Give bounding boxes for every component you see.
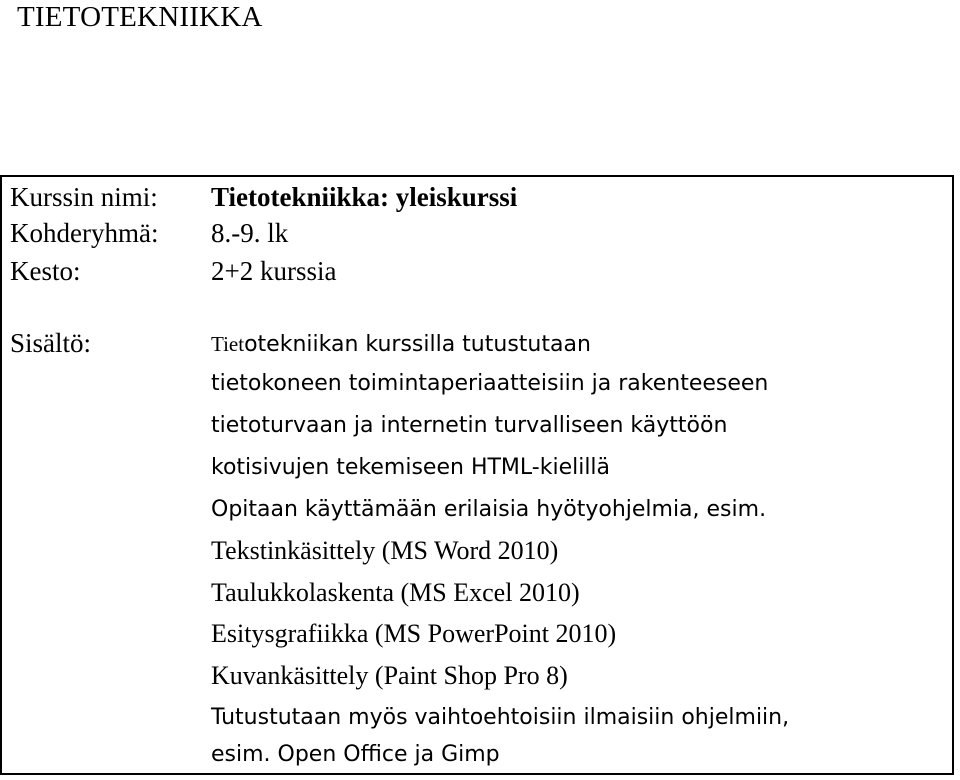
content-line-11: esim. Open Office ja Gimp: [211, 742, 500, 767]
audience-label: Kohderyhmä:: [10, 218, 159, 248]
course-name-label: Kurssin nimi:: [10, 182, 158, 212]
content-line-6: Tekstinkäsittely (MS Word 2010): [211, 536, 559, 565]
course-name-value: Tietotekniikka: yleiskurssi: [211, 182, 518, 212]
content-line-1-prefix: Tiet: [211, 332, 245, 356]
audience-value: 8.-9. lk: [211, 218, 289, 248]
course-info-box: [0, 175, 954, 775]
content-line-9: Kuvankäsittely (Paint Shop Pro 8): [211, 661, 568, 690]
content-label: Sisältö:: [10, 328, 92, 358]
duration-label: Kesto:: [10, 256, 81, 286]
content-line-1: [211, 327, 591, 361]
content-line-3: tietoturvaan ja internetin turvalliseen käyttöön: [211, 413, 728, 438]
duration-value: 2+2 kurssia: [211, 256, 337, 286]
content-line-1-text: otekniikan kurssilla tutustutaan: [244, 332, 591, 357]
content-line-4: kotisivujen tekemiseen HTML-kielillä: [211, 455, 611, 480]
content-line-5: Opitaan käyttämään erilaisia hyötyohjelmia, esim.: [211, 497, 767, 522]
content-line-10: Tutustutaan myös vaihtoehtoisiin ilmaisiin ohjelmiin,: [211, 705, 790, 730]
content-line-2: tietokoneen toimintaperiaatteisiin ja rakenteeseen: [211, 371, 769, 396]
content-line-7: Taulukkolaskenta (MS Excel 2010): [211, 578, 580, 607]
page-title: TIETOTEKNIIKKA: [17, 1, 263, 33]
content-line-8: Esitysgrafiikka (MS PowerPoint 2010): [211, 619, 617, 648]
